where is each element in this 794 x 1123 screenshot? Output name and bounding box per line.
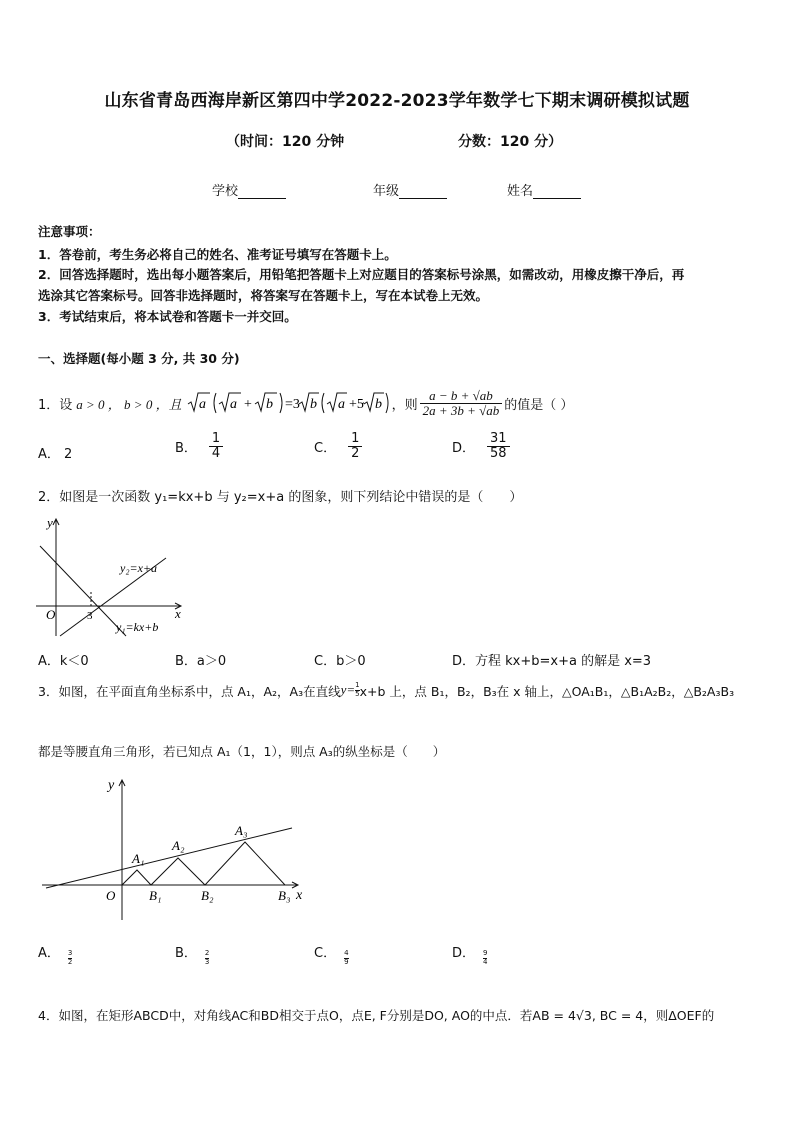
grade-blank[interactable]	[399, 185, 447, 199]
q3-label-b1: B₁	[149, 888, 162, 903]
q3-x-label: x	[296, 888, 303, 903]
q2-option-d[interactable]: D．方程 kx+b=x+a 的解是 x=3	[452, 654, 652, 669]
q3-y-eq: y=	[340, 682, 356, 697]
q2-option-b[interactable]: B．a＞0	[175, 654, 227, 669]
note-item-3: 3．考试结束后，将本试卷和答题卡一并交回。	[38, 309, 297, 324]
q1-fraction	[420, 389, 503, 417]
q2-line2-label: y₂=x+a	[120, 561, 158, 575]
note-item-1: 1．答卷前，考生务必将自己的姓名、准考证号填写在答题卡上。	[38, 247, 397, 262]
q1-prefix: 1．设	[38, 397, 73, 413]
svg-text:a: a	[198, 397, 206, 412]
q2-option-c[interactable]: C．b＞0	[314, 654, 366, 669]
exam-time: （时间：120 分钟	[226, 134, 345, 150]
svg-text:b: b	[374, 397, 382, 412]
grade-field	[373, 180, 447, 199]
school-label: 学校	[212, 184, 239, 199]
q1-equation	[186, 389, 364, 417]
question-1	[38, 383, 573, 423]
question-4: 4．如图，在矩形ABCD中，对角线AC和BD相交于点O，点E, F分别是DO, AO的中点．若AB = 4√3, BC = 4，则ΔOEF的	[38, 1008, 715, 1023]
q3-option-b[interactable]: B． 2 3	[175, 946, 210, 966]
q1-option-c[interactable]: C． $\frac{1}{2}$	[314, 432, 362, 460]
note-item-2-cont: 选涂其它答案标号。回答非选择题时，将答案写在答题卡上，写在本试卷上无效。	[38, 288, 489, 303]
q3-origin: O	[106, 888, 116, 903]
svg-text:=3: =3	[284, 397, 300, 412]
q2-tick-3: 3	[87, 610, 93, 622]
exam-score: 分数：120 分）	[458, 134, 563, 150]
q1-numerator: a − b + √ab	[420, 389, 503, 404]
name-field	[507, 180, 581, 199]
q3-y-label: y	[108, 778, 115, 793]
q2-graph	[34, 512, 194, 642]
q1-condition: a > 0 ， b > 0 ，且	[76, 396, 182, 412]
svg-text:+5: +5	[348, 397, 364, 412]
section-heading: 一、选择题(每小题 3 分, 共 30 分)	[38, 351, 240, 366]
q3-line1-b: x+b 上，点 B₁，B₂，B₃在 x 轴上，△OA₁B₁，△B₁A₂B₂，△B₂A₃B₃	[359, 684, 735, 699]
q2-x-label: x	[175, 606, 181, 621]
q3-option-c[interactable]: C． 4 9	[314, 946, 349, 966]
svg-text:a: a	[337, 397, 345, 412]
question-2: 2．如图是一次函数 y₁=kx+b 与 y₂=x+a 的图象，则下列结论中错误的是（ ）	[38, 490, 523, 505]
q3-option-a[interactable]: A． 3 2	[38, 946, 73, 966]
q2-y-label: y	[47, 515, 53, 530]
q2-option-a[interactable]: A．k＜0	[38, 654, 89, 669]
svg-text:+: +	[243, 397, 252, 412]
q3-label-a2: A₂	[172, 838, 185, 853]
q1-option-d[interactable]: D． $\frac{31}{58}$	[452, 432, 510, 460]
notes-heading: 注意事项：	[38, 224, 101, 239]
page-title: 山东省青岛西海岸新区第四中学2022-2023学年数学七下期末调研模拟试题	[104, 91, 690, 111]
q1-then: ，则	[391, 397, 418, 413]
q1-suffix: 的值是（ ）	[504, 397, 574, 413]
q3-label-b3: B₃	[278, 888, 291, 903]
q1-denominator: 2a + 3b + √ab	[422, 402, 500, 418]
svg-text:b: b	[309, 397, 317, 412]
note-item-2: 2．回答选择题时，选出每小题答案后，用铅笔把答题卡上对应题目的答案标号涂黑，如需改动，用橡皮擦干净后，再	[38, 267, 685, 282]
question-3-cont: 都是等腰直角三角形，若已知点 A₁（1，1），则点 A₃的纵坐标是（ ）	[38, 744, 446, 759]
q1-option-b[interactable]: B． $\frac{1}{4}$	[175, 432, 223, 460]
q3-slope: $\frac{1}{5}$	[355, 681, 360, 698]
q3-label-a1: A₁	[132, 851, 145, 866]
q3-option-d[interactable]: D． 9 4	[452, 946, 488, 966]
question-3	[38, 682, 734, 700]
q3-label-a3: A₃	[235, 823, 248, 838]
q1-equation-end	[364, 389, 390, 417]
grade-label: 年级	[373, 184, 400, 199]
svg-text:a: a	[229, 397, 237, 412]
q3-label-b2: B₂	[201, 888, 214, 903]
name-blank[interactable]	[533, 185, 581, 199]
q1-option-a[interactable]: A． 2	[38, 447, 73, 462]
q2-line1-label: y₁=kx+b	[116, 620, 159, 634]
q3-graph	[40, 772, 310, 922]
name-label: 姓名	[507, 184, 534, 199]
school-field	[212, 180, 286, 199]
q3-line1-a: 3．如图，在平面直角坐标系中，点 A₁，A₂，A₃在直线	[38, 684, 341, 699]
school-blank[interactable]	[238, 185, 286, 199]
svg-text:b: b	[265, 397, 273, 412]
q2-origin: O	[46, 607, 56, 622]
